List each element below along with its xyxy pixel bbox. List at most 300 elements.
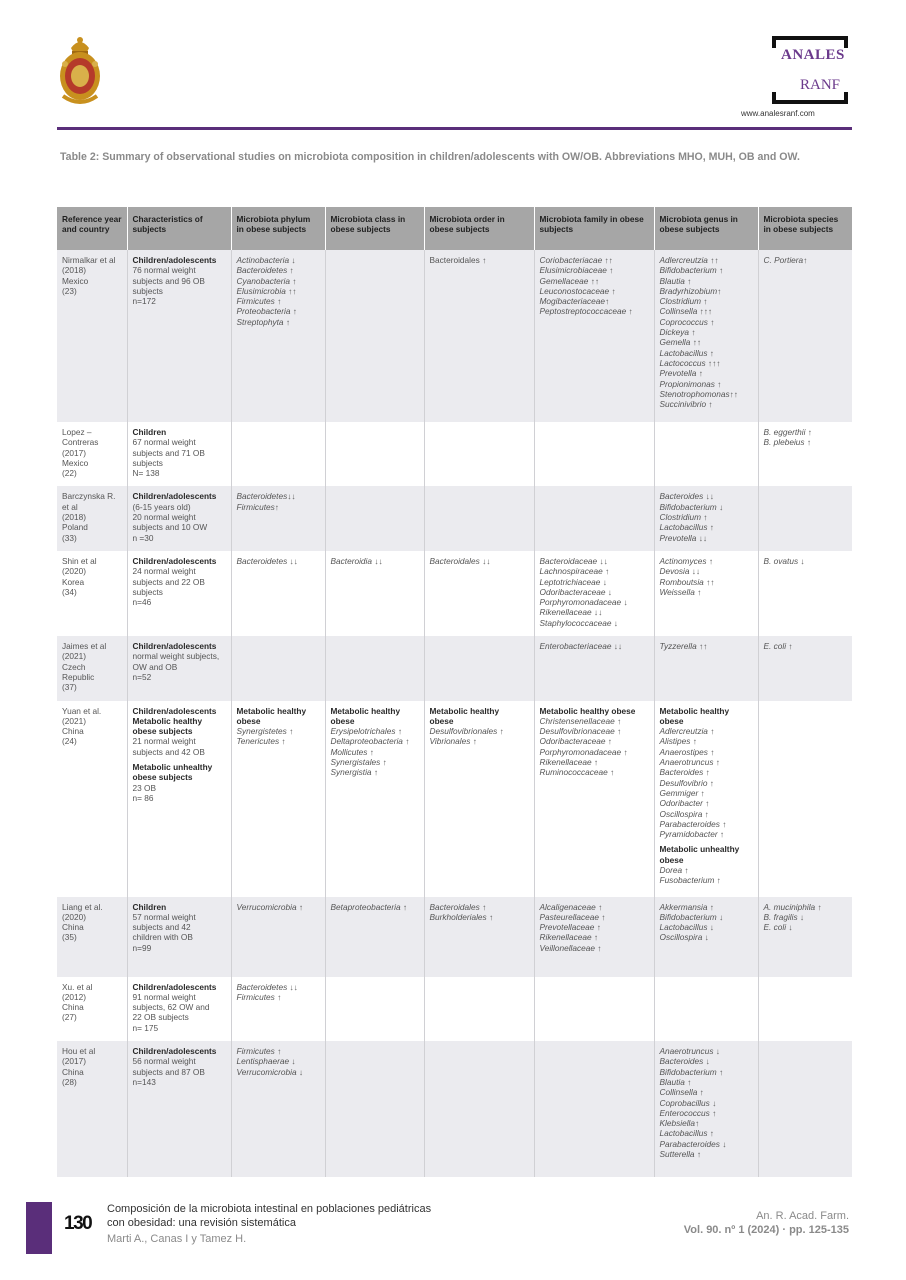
table-cell xyxy=(57,422,127,486)
cell-line: 56 normal weight xyxy=(132,1056,196,1067)
cell-line: Staphylococcaceae ↓ xyxy=(539,617,618,628)
table-cell xyxy=(325,551,424,636)
logo-anales-text: ANALES xyxy=(781,47,845,63)
cell-line: (33) xyxy=(62,532,77,543)
footer-article-title: Composición de la microbiota intestinal en poblaciones pediátricas con obesidad: una revisión sistemática xyxy=(107,1203,432,1229)
cell-line: Firmicutes ↑ xyxy=(236,296,282,307)
cell-line: Poland xyxy=(62,522,88,533)
table-cell xyxy=(325,636,424,700)
cell-line: Elusimicrobia ↑↑ xyxy=(236,285,297,296)
cell-line: Mexico xyxy=(62,457,89,468)
header-cell: Reference year and country xyxy=(57,207,127,250)
header-cell: Microbiota genus in obese subjects xyxy=(654,207,758,250)
cell-line: Children/adolescents xyxy=(132,555,217,566)
table-cell xyxy=(424,422,534,486)
cell-line: (2020) xyxy=(62,566,86,577)
table-cell xyxy=(127,701,231,897)
cell-line: Bacteroidaceae ↓↓ xyxy=(539,555,608,566)
cell-line: Gemellaceae ↑↑ xyxy=(539,275,599,286)
cell-line: subjects and 87 OB xyxy=(132,1066,205,1077)
cell-line: (2017) xyxy=(62,447,86,458)
header-cell: Characteristics of subjects xyxy=(127,207,231,250)
cell-line: Bacteroidales ↑ xyxy=(429,901,487,912)
cell-line: Lactobacillus ↑ xyxy=(659,347,714,358)
table-cell xyxy=(325,701,424,897)
cell-line: Parabacteroides ↑ xyxy=(659,818,727,829)
cell-line: Metabolic unhealthy xyxy=(659,844,740,855)
cell-line: Bifidobacterium ↑ xyxy=(659,265,724,276)
cell-line: normal weight subjects, xyxy=(132,651,220,662)
header-cell: Microbiota phylum in obese subjects xyxy=(231,207,325,250)
cell-line: Lactobacillus ↓ xyxy=(659,922,714,933)
cell-line: Bacteroidales ↑ xyxy=(429,255,487,265)
table-cell xyxy=(424,250,534,422)
table-cell xyxy=(57,486,127,550)
cell-line: Deltaproteobacteria ↑ xyxy=(330,736,410,747)
cell-line: (2012) xyxy=(62,991,86,1002)
cell-line: China xyxy=(62,1066,84,1077)
table-cell xyxy=(534,897,654,977)
cell-line: Jaimes et al xyxy=(62,641,107,652)
cell-line: Metabolic healthy xyxy=(429,705,500,716)
table-cell xyxy=(424,701,534,897)
table-cell xyxy=(231,250,325,422)
cell-line: Lactobacillus ↑ xyxy=(659,522,714,533)
cell-line: (2020) xyxy=(62,911,86,922)
table-cell xyxy=(325,250,424,422)
cell-line: Porphyromonadaceae ↓ xyxy=(539,597,628,608)
cell-line: Enterobacteriaceae ↓↓ xyxy=(539,641,623,652)
table-cell xyxy=(57,897,127,977)
cell-line: B. ovatus ↓ xyxy=(763,555,805,566)
table-cell xyxy=(424,551,534,636)
cell-line: subjects and 71 OB xyxy=(132,447,205,458)
table-cell xyxy=(424,486,534,550)
header-cell: Microbiota species in obese subjects xyxy=(758,207,852,250)
cell-line: B. fragilis ↓ xyxy=(763,911,805,922)
cell-line: Verrucomicrobia ↓ xyxy=(236,1066,304,1077)
cell-line: 20 normal weight xyxy=(132,512,196,523)
cell-line: Stenotrophomonas↑↑ xyxy=(659,388,738,399)
cell-line: n=52 xyxy=(132,671,152,682)
table-cell xyxy=(758,1041,852,1177)
table-cell xyxy=(654,422,758,486)
cell-line: Bacteroidetes ↓↓ xyxy=(236,555,298,566)
cell-line: Mogibacteriaceae↑ xyxy=(539,296,610,307)
table-cell xyxy=(534,977,654,1041)
cell-line: Akkermansia ↑ xyxy=(659,901,714,912)
table-cell xyxy=(127,1041,231,1177)
cell-line: B. eggerthii ↑ xyxy=(763,427,812,437)
cell-line: (35) xyxy=(62,932,77,943)
cell-line: Rikenellaceae ↑ xyxy=(539,932,599,943)
table-cell xyxy=(325,422,424,486)
cell-line: Elusimicrobiaceae ↑ xyxy=(539,265,614,276)
logo-url[interactable]: www.analesranf.com xyxy=(741,109,815,118)
cell-line: Propionimonas ↑ xyxy=(659,378,722,389)
table-cell xyxy=(325,977,424,1041)
table-cell xyxy=(231,636,325,700)
cell-line: Metabolic healthy obese xyxy=(539,705,636,716)
cell-line: (2018) xyxy=(62,265,86,276)
cell-line: Synergistetes ↑ xyxy=(236,726,294,737)
cell-line: Collinsella ↑↑↑ xyxy=(659,306,713,317)
cell-line: Pyramidobacter ↑ xyxy=(659,829,725,840)
table-row xyxy=(57,422,852,486)
table-cell xyxy=(127,486,231,550)
table-cell xyxy=(758,636,852,700)
cell-line: 67 normal weight xyxy=(132,437,196,448)
cell-line: Collinsella ↑ xyxy=(659,1087,704,1098)
cell-line: Czech xyxy=(62,661,86,672)
page-number: 130 xyxy=(64,1213,92,1234)
cell-line: Mexico xyxy=(62,275,89,286)
table-cell xyxy=(758,977,852,1041)
cell-line: N= 138 xyxy=(132,468,160,479)
cell-line: E. coli ↓ xyxy=(763,922,793,933)
cell-line: Republic xyxy=(62,671,95,682)
table-cell xyxy=(231,551,325,636)
cell-line: Metabolic healthy xyxy=(659,705,730,716)
cell-line: Children/adolescents xyxy=(132,255,217,265)
cell-line: Children/adolescents xyxy=(132,1046,217,1057)
table-cell xyxy=(57,636,127,700)
table-cell xyxy=(654,1041,758,1177)
cell-line: Bifidobacterium ↓ xyxy=(659,501,724,512)
cell-line: Pasteurellaceae ↑ xyxy=(539,911,606,922)
cell-line: Firmicutes↑ xyxy=(236,501,279,512)
cell-line: Prevotella ↑ xyxy=(659,368,703,379)
cell-line: Prevotellaceae ↑ xyxy=(539,922,601,933)
cell-line: Nirmalkar et al xyxy=(62,255,116,265)
cell-line: Bacteroidetes↓↓ xyxy=(236,491,296,502)
cell-line: Dickeya ↑ xyxy=(659,327,696,338)
cell-line: (2021) xyxy=(62,715,86,726)
cell-line: Bacteroidales ↓↓ xyxy=(429,555,491,566)
studies-table xyxy=(57,207,852,1177)
cell-line: subjects xyxy=(132,457,163,468)
cell-line: Actinomyces ↑ xyxy=(659,555,713,566)
cell-line: Bifidobacterium ↑ xyxy=(659,1066,724,1077)
cell-line: obese xyxy=(659,715,684,726)
table-row xyxy=(57,897,852,977)
cell-line: 21 normal weight xyxy=(132,736,196,747)
cell-line: 76 normal weight xyxy=(132,265,196,276)
table-body xyxy=(57,250,852,1177)
cell-line: Lentisphaerae ↓ xyxy=(236,1056,296,1067)
cell-line: (6-15 years old) xyxy=(132,501,191,512)
footer-journal: An. R. Acad. Farm. xyxy=(756,1210,849,1222)
table-caption: Table 2: Summary of observational studies on microbiota composition in children/adolescents with OW/OB. Abbreviations MHO, MUH, OB and OW. xyxy=(60,151,800,163)
table-cell xyxy=(654,977,758,1041)
cell-line: C. Portiera↑ xyxy=(763,255,808,265)
cell-line: Betaproteobacteria ↑ xyxy=(330,901,408,912)
cell-line: Gemella ↑↑ xyxy=(659,337,701,348)
cell-line: Actinobacteria ↓ xyxy=(236,255,296,265)
cell-line: Odoribacteraceae ↑ xyxy=(539,736,612,747)
cell-line: obese xyxy=(236,715,261,726)
cell-line: 24 normal weight xyxy=(132,566,196,577)
cell-line: Lactococcus ↑↑↑ xyxy=(659,357,721,368)
footer-volume: Vol. 90. nº 1 (2024) · pp. 125-135 xyxy=(683,1224,849,1236)
table-cell xyxy=(424,977,534,1041)
cell-line: (2018) xyxy=(62,512,86,523)
cell-line: Vibrionales ↑ xyxy=(429,736,477,747)
table-cell xyxy=(654,897,758,977)
table-cell xyxy=(758,422,852,486)
cell-line: Succinivibrio ↑ xyxy=(659,399,713,410)
cell-line: Christensenellaceae ↑ xyxy=(539,715,622,726)
cell-line: et al xyxy=(62,501,78,512)
cell-line: n =30 xyxy=(132,532,154,543)
cell-line: China xyxy=(62,1002,84,1013)
cell-line: (2017) xyxy=(62,1056,86,1067)
table-cell xyxy=(231,701,325,897)
cell-line: Fusobacterium ↑ xyxy=(659,875,721,886)
cell-line: subjects and 42 xyxy=(132,922,191,933)
cell-line: Adlercreutzia ↑↑ xyxy=(659,255,719,265)
header-cell: Microbiota class in obese subjects xyxy=(325,207,424,250)
cell-line: (24) xyxy=(62,736,77,747)
cell-line: Porphyromonadaceae ↑ xyxy=(539,746,628,757)
cell-line: children with OB xyxy=(132,932,193,943)
cell-line: OW and OB xyxy=(132,661,178,672)
cell-line: Bacteroides ↓ xyxy=(659,1056,710,1067)
cell-line: Shin et al xyxy=(62,555,97,566)
table-cell xyxy=(534,636,654,700)
table-cell xyxy=(758,250,852,422)
table-cell xyxy=(127,551,231,636)
table-cell xyxy=(57,250,127,422)
cell-line: Klebsiella↑ xyxy=(659,1118,700,1129)
cell-line: n=143 xyxy=(132,1076,156,1087)
table-cell xyxy=(231,897,325,977)
cell-line: Coriobacteriacae ↑↑ xyxy=(539,255,613,265)
cell-line: (28) xyxy=(62,1076,77,1087)
table-cell xyxy=(758,897,852,977)
footer-accent-bar xyxy=(26,1202,52,1254)
cell-line: Metabolic healthy xyxy=(236,705,307,716)
cell-line: (37) xyxy=(62,682,77,693)
cell-line: Bacteroidetes ↑ xyxy=(236,265,294,276)
cell-line: Devosia ↓↓ xyxy=(659,566,701,577)
cell-line: obese xyxy=(429,715,454,726)
table-cell xyxy=(325,897,424,977)
cell-line: Anaerostipes ↑ xyxy=(659,746,715,757)
cell-line: Tenericutes ↑ xyxy=(236,736,286,747)
cell-line: Firmicutes ↑ xyxy=(236,1046,282,1057)
table-cell xyxy=(758,551,852,636)
logo-ranf-text: RANF xyxy=(800,77,841,93)
cell-line: Hou et al xyxy=(62,1046,96,1057)
table-cell xyxy=(654,636,758,700)
cell-line: 23 OB xyxy=(132,782,157,793)
table-row xyxy=(57,486,852,550)
header-cell: Microbiota family in obese subjects xyxy=(534,207,654,250)
table-header-row xyxy=(57,207,852,250)
table-cell xyxy=(57,1041,127,1177)
cell-line: Erysipelotrichales ↑ xyxy=(330,726,402,737)
cell-line: obese xyxy=(330,715,355,726)
cell-line: Cyanobacteria ↑ xyxy=(236,275,297,286)
cell-line: Metabolic unhealthy xyxy=(132,762,213,773)
cell-line: Parabacteroides ↓ xyxy=(659,1138,727,1149)
cell-line: subjects, 62 OW and xyxy=(132,1002,210,1013)
cell-line: Synergistales ↑ xyxy=(330,757,387,768)
cell-line: Odoribacteraceae ↓ xyxy=(539,586,612,597)
academy-crest-icon xyxy=(57,34,103,106)
table-cell xyxy=(57,977,127,1041)
header-rule xyxy=(57,127,852,130)
table-cell xyxy=(424,636,534,700)
cell-line: Alcaligenaceae ↑ xyxy=(539,901,603,912)
table-cell xyxy=(231,486,325,550)
cell-line: Ruminococcaceae ↑ xyxy=(539,767,615,778)
cell-line: Coprococcus ↑ xyxy=(659,316,715,327)
table-row xyxy=(57,250,852,422)
cell-line: Contreras xyxy=(62,437,99,448)
table-cell xyxy=(534,1041,654,1177)
cell-line: subjects xyxy=(132,285,163,296)
table-cell xyxy=(231,1041,325,1177)
cell-line: Anaerotruncus ↑ xyxy=(659,757,720,768)
cell-line: Veillonellaceae ↑ xyxy=(539,942,602,953)
cell-line: Children/adolescents xyxy=(132,705,217,716)
cell-line: Rikenellaceae ↑ xyxy=(539,757,599,768)
cell-line: Verrucomicrobia ↑ xyxy=(236,901,304,912)
table-cell xyxy=(424,897,534,977)
cell-line: Children xyxy=(132,427,167,437)
table-cell xyxy=(534,551,654,636)
cell-line: obese subjects xyxy=(132,726,193,737)
cell-line: Gemmiger ↑ xyxy=(659,787,705,798)
table-cell xyxy=(534,422,654,486)
cell-line: obese subjects xyxy=(132,772,193,783)
footer-authors: Marti A., Canas I y Tamez H. xyxy=(107,1233,247,1245)
cell-line: Odoribacter ↑ xyxy=(659,798,710,809)
table-cell xyxy=(127,250,231,422)
cell-line: (27) xyxy=(62,1012,77,1023)
cell-line: Leptotrichiaceae ↓ xyxy=(539,576,607,587)
cell-line: (34) xyxy=(62,586,77,597)
cell-line: Peptostreptococcaceae ↑ xyxy=(539,306,633,317)
cell-line: Desulfovibrio ↑ xyxy=(659,777,714,788)
cell-line: subjects and 10 OW xyxy=(132,522,208,533)
table-row xyxy=(57,636,852,700)
cell-line: Children/adolescents xyxy=(132,981,217,992)
table-row xyxy=(57,701,852,897)
table-cell xyxy=(534,701,654,897)
cell-line: Bacteroidia ↓↓ xyxy=(330,555,383,566)
table-cell xyxy=(57,551,127,636)
cell-line: Tyzzerella ↑↑ xyxy=(659,641,708,652)
cell-line: Synergistia ↑ xyxy=(330,767,378,778)
header-cell: Microbiota order in obese subjects xyxy=(424,207,534,250)
cell-line: subjects and 42 OB xyxy=(132,746,205,757)
cell-line: Blautia ↑ xyxy=(659,1076,692,1087)
table-cell xyxy=(534,250,654,422)
cell-line: Romboutsia ↑↑ xyxy=(659,576,715,587)
cell-line: Weissella ↑ xyxy=(659,586,702,597)
cell-line: subjects and 22 OB xyxy=(132,576,205,587)
cell-line: Prevotella ↓↓ xyxy=(659,532,707,543)
cell-line: Rikenellaceae ↓↓ xyxy=(539,607,603,618)
cell-line: n= 86 xyxy=(132,792,154,803)
table-cell xyxy=(534,486,654,550)
cell-line: Lachnospiraceae ↑ xyxy=(539,566,610,577)
cell-line: E. coli ↑ xyxy=(763,641,793,652)
table-cell xyxy=(127,422,231,486)
cell-line: Liang et al. xyxy=(62,901,103,912)
cell-line: Leuconostocaceae ↑ xyxy=(539,285,616,296)
cell-line: n=46 xyxy=(132,597,152,608)
cell-line: Children/adolescents xyxy=(132,491,217,502)
table-row xyxy=(57,977,852,1041)
cell-line: Xu. et al xyxy=(62,981,93,992)
cell-line: obese xyxy=(659,854,684,865)
cell-line: Yuan et al. xyxy=(62,705,102,716)
cell-line: Streptophyta ↑ xyxy=(236,316,291,327)
cell-line: Mollicutes ↑ xyxy=(330,746,374,757)
cell-line: Alistipes ↑ xyxy=(659,736,697,747)
cell-line: Coprobacillus ↓ xyxy=(659,1097,717,1108)
cell-line: subjects xyxy=(132,586,163,597)
cell-line: Clostridium ↑ xyxy=(659,296,708,307)
cell-line: (23) xyxy=(62,285,77,296)
cell-line: Bacteroides ↓↓ xyxy=(659,491,714,502)
cell-line: 91 normal weight xyxy=(132,991,196,1002)
cell-line: B. plebeius ↑ xyxy=(763,437,812,448)
cell-line: Adlercreutzia ↑ xyxy=(659,726,715,737)
cell-line: n=99 xyxy=(132,942,152,953)
table-row xyxy=(57,1041,852,1177)
cell-line: Oscillospira ↑ xyxy=(659,808,709,819)
table-cell xyxy=(424,1041,534,1177)
table-cell xyxy=(758,486,852,550)
cell-line: subjects and 96 OB xyxy=(132,275,205,286)
cell-line: Dorea ↑ xyxy=(659,864,689,875)
cell-line: Burkholderiales ↑ xyxy=(429,911,494,922)
table-cell xyxy=(57,701,127,897)
cell-line: Desulfovibrionales ↑ xyxy=(429,726,504,737)
cell-line: Bradyrhizobium↑ xyxy=(659,285,722,296)
cell-line: Desulfovibrionaceae ↑ xyxy=(539,726,622,737)
cell-line: Bacteroides ↑ xyxy=(659,767,710,778)
table-cell xyxy=(231,422,325,486)
footer-journal-info xyxy=(684,1209,849,1237)
table-cell xyxy=(654,701,758,897)
cell-line: Sutterella ↑ xyxy=(659,1148,702,1159)
table-row xyxy=(57,551,852,636)
table-cell xyxy=(127,636,231,700)
cell-line: Bacteroidetes ↓↓ xyxy=(236,981,298,992)
cell-line: 22 OB subjects xyxy=(132,1012,189,1023)
table-cell xyxy=(127,897,231,977)
cell-line: Metabolic healthy xyxy=(330,705,401,716)
cell-line: Enterococcus ↑ xyxy=(659,1107,717,1118)
cell-line: Anaerotruncus ↓ xyxy=(659,1046,720,1057)
cell-line: Blautia ↑ xyxy=(659,275,692,286)
cell-line: 57 normal weight xyxy=(132,911,196,922)
cell-line: n=172 xyxy=(132,296,156,307)
cell-line: Firmicutes ↑ xyxy=(236,991,282,1002)
cell-line: China xyxy=(62,726,84,737)
cell-line: Bifidobacterium ↓ xyxy=(659,911,724,922)
cell-line: Metabolic healthy xyxy=(132,715,203,726)
table-cell xyxy=(127,977,231,1041)
cell-line: China xyxy=(62,922,84,933)
cell-line: (22) xyxy=(62,468,77,479)
